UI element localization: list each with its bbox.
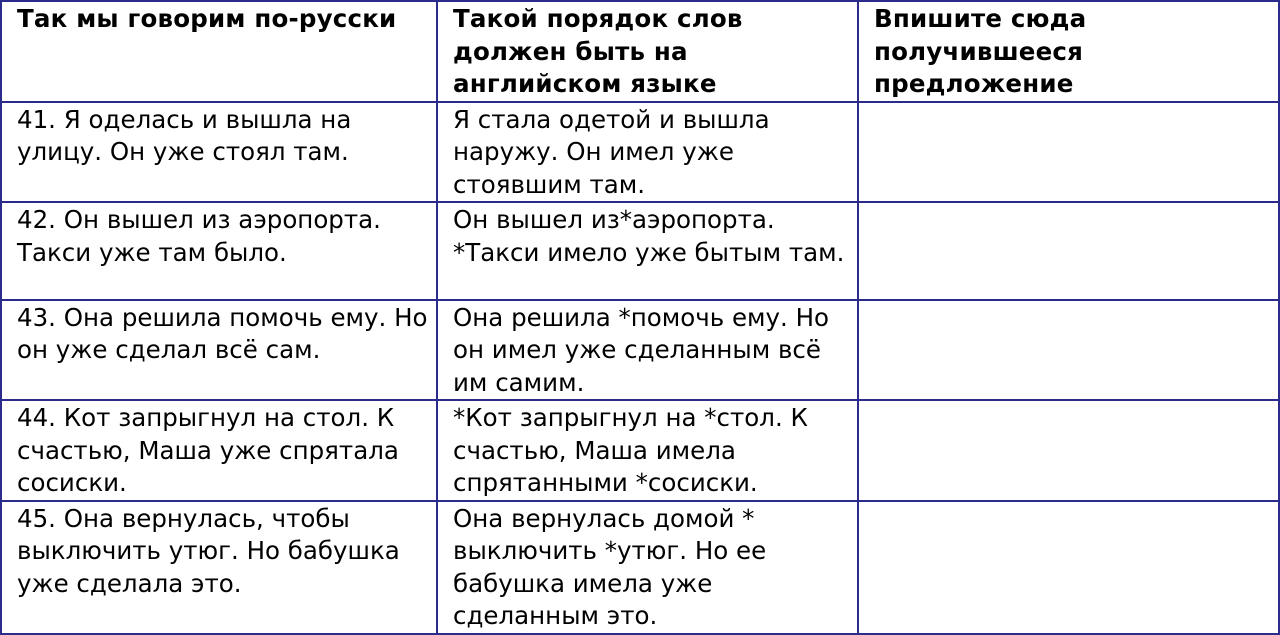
cell-russian: 41. Я оделась и вышла на улицу. Он уже стоял там. <box>1 102 437 203</box>
table-row <box>1 501 1279 634</box>
cell-russian: 45. Она вернулась, чтобы выключить утюг. Но бабушка уже сделала это. <box>1 501 437 634</box>
header-english-order: Такой порядок слов должен быть на английском языке <box>437 1 858 102</box>
cell-english-order: Она решила *помочь ему. Но он имел уже сделанным всё им самим. <box>437 300 858 401</box>
table-row <box>1 300 1279 401</box>
cell-english-order: Он вышел из*аэропорта. *Такси имело уже бытым там. <box>437 202 858 300</box>
cell-answer-input[interactable] <box>858 400 1279 501</box>
table-row <box>1 102 1279 203</box>
cell-english-order: Я стала одетой и вышла наружу. Он имел уже стоявшим там. <box>437 102 858 203</box>
cell-russian: 42. Он вышел из аэропорта. Такси уже там было. <box>1 202 437 300</box>
cell-answer-input[interactable] <box>858 501 1279 634</box>
cell-answer-input[interactable] <box>858 300 1279 401</box>
cell-russian: 44. Кот запрыгнул на стол. К счастью, Маша уже спрятала сосиски. <box>1 400 437 501</box>
table-header-row <box>1 1 1279 102</box>
cell-russian: 43. Она решила помочь ему. Но он уже сделал всё сам. <box>1 300 437 401</box>
table-row <box>1 202 1279 300</box>
header-result: Впишите сюда получившееся предложение <box>858 1 1279 102</box>
table-row <box>1 400 1279 501</box>
cell-answer-input[interactable] <box>858 202 1279 300</box>
cell-answer-input[interactable] <box>858 102 1279 203</box>
cell-english-order: *Кот запрыгнул на *стол. К счастью, Маша имела спрятанными *сосиски. <box>437 400 858 501</box>
header-russian: Так мы говорим по-русски <box>1 1 437 102</box>
cell-english-order: Она вернулась домой * выключить *утюг. Но ее бабушка имела уже сделанным это. <box>437 501 858 634</box>
